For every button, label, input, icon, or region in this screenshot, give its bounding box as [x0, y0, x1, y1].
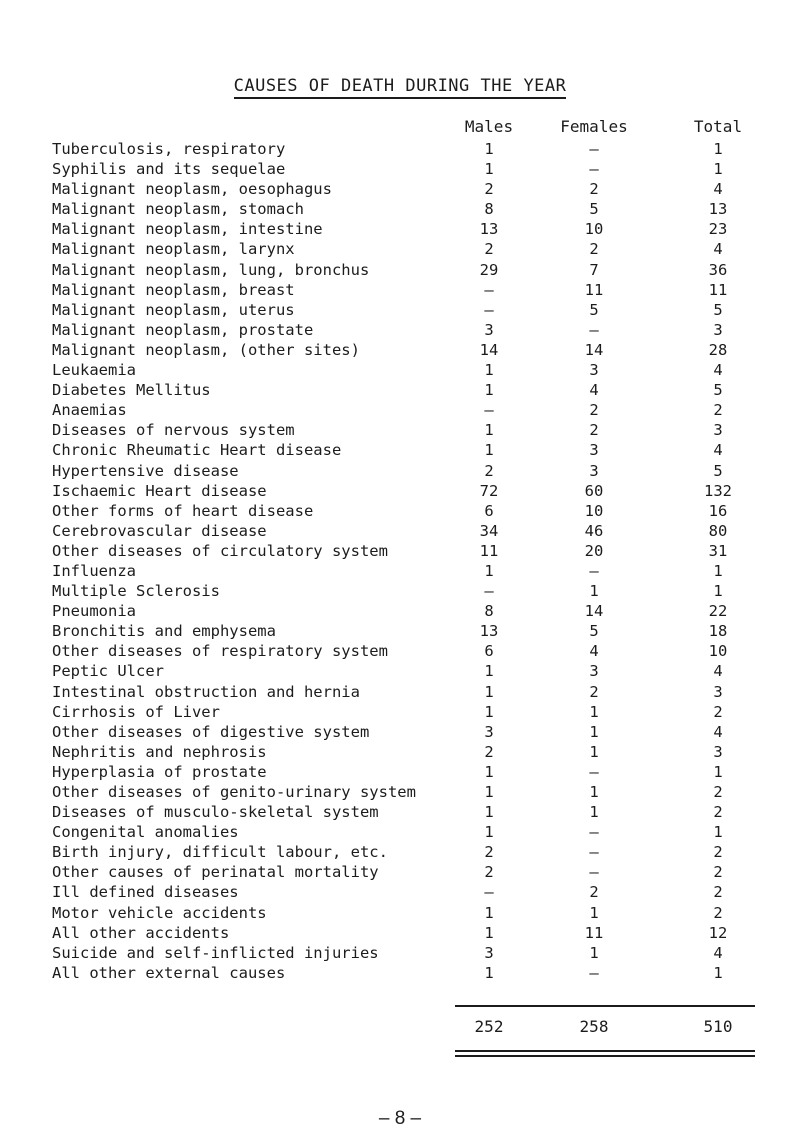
- table-row: [0, 802, 800, 822]
- total-count: 4: [713, 361, 723, 380]
- total-count: 4: [713, 943, 723, 962]
- females-count: 2: [589, 401, 599, 420]
- females-count: 5: [589, 200, 599, 219]
- table-row: [0, 782, 800, 802]
- males-count: 2: [484, 240, 494, 259]
- cause-label: Tuberculosis, respiratory: [52, 140, 286, 158]
- males-count: 1: [484, 682, 494, 701]
- females-count: 11: [584, 923, 604, 942]
- table-row: [0, 260, 800, 280]
- cause-label: Influenza: [52, 561, 136, 580]
- males-count: 72: [479, 481, 499, 500]
- total-count: 13: [708, 200, 728, 219]
- total-count: 2: [713, 803, 723, 822]
- table-row: [0, 561, 800, 581]
- males-count: 6: [484, 501, 494, 520]
- cause-label: Malignant neoplasm, larynx: [52, 240, 295, 259]
- cause-label: Diseases of nervous system: [52, 421, 295, 440]
- females-count: 20: [584, 541, 604, 560]
- females-count: 1: [589, 803, 599, 822]
- females-count: 1: [589, 722, 599, 741]
- table-row: [0, 903, 800, 923]
- total-count: 1: [713, 140, 723, 158]
- females-count: 3: [589, 441, 599, 460]
- table-row: [0, 581, 800, 601]
- females-count: 10: [584, 220, 604, 239]
- males-count: 1: [484, 823, 494, 842]
- table-row: [0, 139, 800, 159]
- males-count: 1: [484, 803, 494, 822]
- table-row: [0, 862, 800, 882]
- total-count: 23: [708, 220, 728, 239]
- females-count: 7: [589, 260, 599, 279]
- total-count: 2: [713, 883, 723, 902]
- total-count: 2: [713, 702, 723, 721]
- cause-label: Peptic Ulcer: [52, 662, 164, 681]
- cause-label: Hyperplasia of prostate: [52, 762, 267, 781]
- females-count: 5: [589, 622, 599, 641]
- males-count: 1: [484, 783, 494, 801]
- table-row: [0, 440, 800, 460]
- cause-label: Leukaemia: [52, 361, 136, 380]
- cause-label: Malignant neoplasm, oesophagus: [52, 180, 332, 199]
- females-count: 3: [589, 662, 599, 681]
- females-count: –: [589, 762, 599, 781]
- cause-label: Other diseases of circulatory system: [52, 541, 388, 560]
- cause-label: Congenital anomalies: [52, 823, 239, 842]
- table-row: [0, 501, 800, 521]
- males-count: 1: [484, 923, 494, 942]
- females-count: 1: [589, 903, 599, 922]
- total-count: 4: [713, 240, 723, 259]
- cause-label: Ischaemic Heart disease: [52, 481, 267, 500]
- table-row: [0, 842, 800, 862]
- males-count: 2: [484, 180, 494, 199]
- males-count: 14: [479, 340, 499, 359]
- cause-label: Malignant neoplasm, lung, bronchus: [52, 260, 370, 279]
- males-count: 3: [484, 722, 494, 741]
- total-count: 11: [708, 280, 728, 299]
- cause-label: Other diseases of digestive system: [52, 722, 370, 741]
- column-header-males: Males: [464, 117, 514, 136]
- cause-label: Cirrhosis of Liver: [52, 702, 220, 721]
- table-row: [0, 742, 800, 762]
- total-count: 2: [713, 843, 723, 862]
- females-count: 3: [589, 361, 599, 380]
- cause-label: Suicide and self-inflicted injuries: [52, 943, 379, 962]
- total-count: 1: [713, 561, 723, 580]
- table-row: [0, 340, 800, 360]
- total-count: 4: [713, 441, 723, 460]
- table-row: [0, 682, 800, 702]
- males-count: 1: [484, 421, 494, 440]
- total-count: 2: [713, 863, 723, 882]
- table-row: [0, 722, 800, 742]
- cause-label: Other diseases of genito-urinary system: [52, 783, 416, 801]
- total-count: 12: [708, 923, 728, 942]
- table-row: [0, 199, 800, 219]
- females-count: –: [589, 140, 599, 158]
- cause-label: Hypertensive disease: [52, 461, 239, 480]
- table-row: [0, 822, 800, 842]
- males-count: 1: [484, 361, 494, 380]
- females-count: –: [589, 863, 599, 882]
- table-row: [0, 159, 800, 179]
- total-males: 252: [474, 1017, 504, 1036]
- total-count: 5: [713, 300, 723, 319]
- females-count: –: [589, 823, 599, 842]
- cause-label: Malignant neoplasm, uterus: [52, 300, 295, 319]
- total-count: 4: [713, 180, 723, 199]
- males-count: 2: [484, 843, 494, 862]
- table-row: [0, 702, 800, 722]
- total-count: 31: [708, 541, 728, 560]
- cause-label: Bronchitis and emphysema: [52, 622, 276, 641]
- cause-label: Malignant neoplasm, breast: [52, 280, 295, 299]
- table-row: [0, 481, 800, 501]
- table-row: [0, 300, 800, 320]
- total-count: 4: [713, 662, 723, 681]
- table-row: [0, 661, 800, 681]
- page-number: – 8 –: [378, 1108, 422, 1129]
- males-count: 1: [484, 561, 494, 580]
- males-count: 1: [484, 441, 494, 460]
- total-count: 1: [713, 160, 723, 179]
- cause-label: Pneumonia: [52, 602, 136, 621]
- females-count: 1: [589, 943, 599, 962]
- males-count: 2: [484, 742, 494, 761]
- males-count: –: [484, 401, 494, 420]
- females-count: 14: [584, 602, 604, 621]
- total-count: 3: [713, 320, 723, 339]
- females-count: –: [589, 843, 599, 862]
- table-row: [0, 923, 800, 943]
- females-count: –: [589, 963, 599, 982]
- males-count: 2: [484, 461, 494, 480]
- females-count: 1: [589, 582, 599, 601]
- table-row: [0, 601, 800, 621]
- males-count: 1: [484, 702, 494, 721]
- females-count: 4: [589, 381, 599, 400]
- males-count: 8: [484, 602, 494, 621]
- total-count: 80: [708, 521, 728, 540]
- females-count: 4: [589, 642, 599, 661]
- females-count: –: [589, 160, 599, 179]
- males-count: 2: [484, 863, 494, 882]
- total-count: 1: [713, 582, 723, 601]
- total-count: 3: [713, 421, 723, 440]
- total-count: 1: [713, 762, 723, 781]
- females-count: –: [589, 320, 599, 339]
- total-count: 2: [713, 401, 723, 420]
- cause-label: Other forms of heart disease: [52, 501, 314, 520]
- total-count: 4: [713, 722, 723, 741]
- males-count: 3: [484, 320, 494, 339]
- males-count: 6: [484, 642, 494, 661]
- females-count: 3: [589, 461, 599, 480]
- table-row: [0, 380, 800, 400]
- total-count: 3: [713, 742, 723, 761]
- totals-rule-bottom-1: [455, 1050, 755, 1052]
- page-title: CAUSES OF DEATH DURING THE YEAR: [0, 76, 800, 96]
- table-row: [0, 641, 800, 661]
- cause-label: Malignant neoplasm, stomach: [52, 200, 304, 219]
- table-row: [0, 882, 800, 902]
- females-count: 14: [584, 340, 604, 359]
- males-count: 11: [479, 541, 499, 560]
- table-row: [0, 239, 800, 259]
- cause-label: Malignant neoplasm, (other sites): [52, 340, 360, 359]
- females-count: 2: [589, 180, 599, 199]
- cause-label: Diseases of musculo-skeletal system: [52, 803, 379, 822]
- cause-label: Multiple Sclerosis: [52, 582, 220, 601]
- total-count: 2: [713, 783, 723, 801]
- females-count: 1: [589, 783, 599, 801]
- cause-label: All other accidents: [52, 923, 230, 942]
- males-count: –: [484, 280, 494, 299]
- cause-label: Malignant neoplasm, prostate: [52, 320, 314, 339]
- males-count: 13: [479, 622, 499, 641]
- males-count: 34: [479, 521, 499, 540]
- males-count: –: [484, 883, 494, 902]
- males-count: 1: [484, 662, 494, 681]
- cause-label: Other diseases of respiratory system: [52, 642, 388, 661]
- totals-rule-top: [455, 1005, 755, 1007]
- males-count: 1: [484, 140, 494, 158]
- cause-label: Birth injury, difficult labour, etc.: [52, 843, 388, 862]
- females-count: 11: [584, 280, 604, 299]
- males-count: 29: [479, 260, 499, 279]
- females-count: 2: [589, 682, 599, 701]
- total-count: 5: [713, 461, 723, 480]
- females-count: 2: [589, 421, 599, 440]
- table-row: [0, 400, 800, 420]
- males-count: –: [484, 582, 494, 601]
- total-count: 18: [708, 622, 728, 641]
- total-count: 5: [713, 381, 723, 400]
- table-row: [0, 360, 800, 380]
- males-count: 3: [484, 943, 494, 962]
- females-count: 1: [589, 702, 599, 721]
- total-count: 1: [713, 823, 723, 842]
- table-row: [0, 521, 800, 541]
- total-count: 2: [713, 903, 723, 922]
- total-count: 36: [708, 260, 728, 279]
- total-count: 22: [708, 602, 728, 621]
- total-females: 258: [579, 1017, 609, 1036]
- table-row: [0, 943, 800, 963]
- females-count: –: [589, 561, 599, 580]
- cause-label: Ill defined diseases: [52, 883, 239, 902]
- males-count: 1: [484, 381, 494, 400]
- cause-label: Anaemias: [52, 401, 127, 420]
- table-row: [0, 762, 800, 782]
- cause-label: Nephritis and nephrosis: [52, 742, 267, 761]
- females-count: 2: [589, 883, 599, 902]
- table-row: [0, 963, 800, 983]
- males-count: 1: [484, 160, 494, 179]
- cause-label: Chronic Rheumatic Heart disease: [52, 441, 342, 460]
- cause-label: Other causes of perinatal mortality: [52, 863, 379, 882]
- males-count: 8: [484, 200, 494, 219]
- males-count: 1: [484, 762, 494, 781]
- cause-label: Malignant neoplasm, intestine: [52, 220, 323, 239]
- table-row: [0, 320, 800, 340]
- total-count: 16: [708, 501, 728, 520]
- females-count: 5: [589, 300, 599, 319]
- column-header-females: Females: [560, 117, 628, 136]
- females-count: 10: [584, 501, 604, 520]
- total-count: 28: [708, 340, 728, 359]
- males-count: –: [484, 300, 494, 319]
- cause-label: Intestinal obstruction and hernia: [52, 682, 360, 701]
- totals-rule-bottom-2: [455, 1055, 755, 1057]
- cause-label: Cerebrovascular disease: [52, 521, 267, 540]
- table-row: [0, 621, 800, 641]
- table-row: [0, 461, 800, 481]
- total-count: 1: [713, 963, 723, 982]
- females-count: 1: [589, 742, 599, 761]
- cause-label: Diabetes Mellitus: [52, 381, 211, 400]
- table-row: [0, 179, 800, 199]
- total-count: 3: [713, 682, 723, 701]
- table-row: [0, 280, 800, 300]
- males-count: 1: [484, 903, 494, 922]
- cause-label: All other external causes: [52, 963, 286, 982]
- males-count: 13: [479, 220, 499, 239]
- table-row: [0, 541, 800, 561]
- females-count: 60: [584, 481, 604, 500]
- total-count: 10: [708, 642, 728, 661]
- causes-table: [0, 139, 800, 983]
- cause-label: Syphilis and its sequelae: [52, 160, 286, 179]
- column-header-total: Total: [693, 117, 743, 136]
- table-row: [0, 420, 800, 440]
- females-count: 46: [584, 521, 604, 540]
- table-row: [0, 219, 800, 239]
- males-count: 1: [484, 963, 494, 982]
- total-count: 132: [704, 481, 732, 500]
- females-count: 2: [589, 240, 599, 259]
- total-all: 510: [703, 1017, 733, 1036]
- cause-label: Motor vehicle accidents: [52, 903, 267, 922]
